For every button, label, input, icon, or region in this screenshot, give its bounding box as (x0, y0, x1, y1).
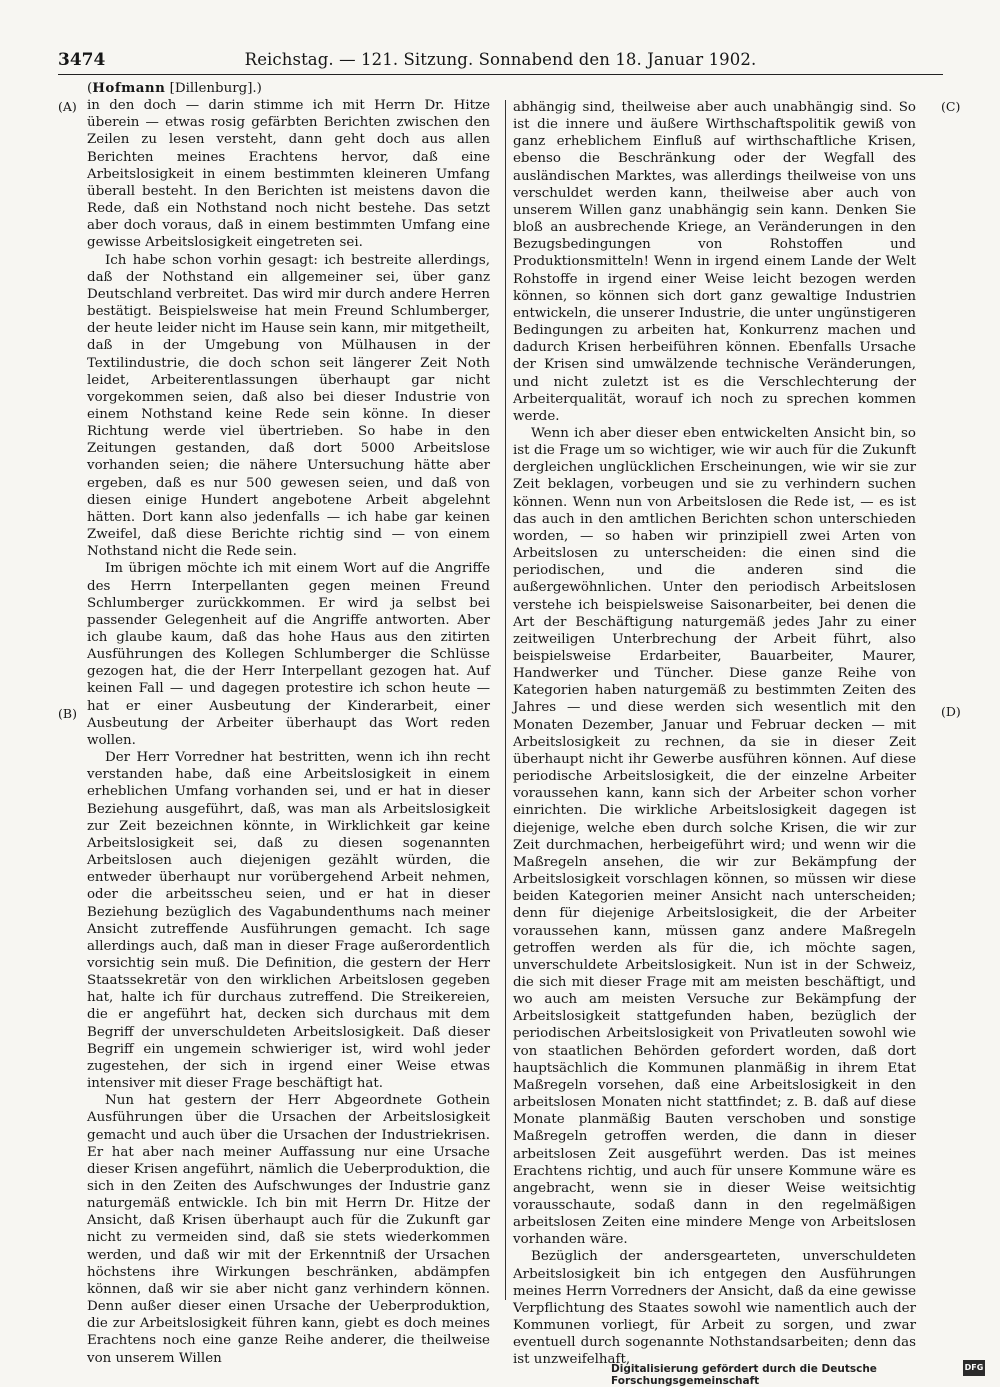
paragraph: Der Herr Vorredner hat bestritten, wenn ich ihn recht verstanden habe, daß eine Arbeitslosigkeit in einem erheblichen Umfang vorhanden sei, und er hat in dieser Beziehung ausgeführt, daß, was man als Arbeitslosigkeit zur Zeit bezeichnen könnte, in Wirklichkeit gar keine Arbeitslosigkeit sei, daß zu diesen sogenannten Arbeitslosen auch diejenigen gezählt würden, die entweder überhaupt nur vorübergehend Arbeit nehmen, oder die arbeitsscheu seien, und er hat in dieser Beziehung bezüglich des Vagabundenthums nach meiner Ansicht zutreffende Ausführungen gemacht. Ich sage allerdings auch, daß man in dieser Frage außerordentlich vorsichtig sein muß. Die Definition, die gestern der Herr Staatssekretär von den wirklichen Arbeitslosen gegeben hat, halte ich für durchaus zutreffend. Die Streikereien, die er angeführt hat, decken sich durchaus mit dem Begriff der unverschuldeten Arbeitslosigkeit. Daß dieser Begriff ein ungemein schwieriger ist, wird wohl jeder zugestehen, der sich in irgend einer Weise etwas intensiver mit dieser Frage beschäftigt hat. (87, 750, 490, 1092)
paragraph: abhängig sind, theilweise aber auch unabhängig sind. So ist die innere und äußere Wirthschaftspolitik gewiß von ganz erheblichem Einfluß auf wirthschaftliche Krisen, ebenso die Beschränkung oder der Wegfall des ausländischen Marktes, was allerdings theilweise von uns verschuldet werden kann, theilweise aber auch von unserem Willen ganz unabhängig sein kann. Denken Sie bloß an ausbrechende Kriege, an Veränderungen in den Bezugsbedingungen von Rohstoffen und Produktionsmitteln! Wenn in irgend einem Lande der Welt Rohstoffe in irgend einer Weise leicht bezogen werden können, so können sich dort ganz gewaltige Industrien entwickeln, die unserer Industrie, die unter ungünstigeren Bedingungen zu arbeiten hat, Konkurrenz machen und dadurch Krisen herbeiführen können. Ebenfalls Ursache der Krisen sind umwälzende technische Veränderungen, und nicht zuletzt ist es die Verschlechterung der Arbeiterqualität, worauf ich noch zu sprechen kommen werde. (513, 100, 916, 424)
header-rule (58, 74, 943, 75)
running-head: Reichstag. — 121. Sitzung. Sonnabend den 18. Januar 1902. (244, 50, 757, 69)
paragraph: Wenn ich aber dieser eben entwickelten Ansicht bin, so ist die Frage um so wichtiger, wie wir auch für die Zukunft dergleichen unglücklichen Erscheinungen, wie wir sie zur Zeit beklagen, vorbeugen und sie zu verhindern suchen können. Wenn nun von Arbeitslosen die Rede ist, — es ist das auch in den amtlichen Berichten schon unterschieden worden, — so haben wir prinzipiell zwei Arten von Arbeitslosen zu unterscheiden: die einen sind die periodischen, und die anderen sind die außergewöhnlichen. Unter den periodisch Arbeitslosen verstehe ich beispielsweise Saisonarbeiter, bei denen die Art der Beschäftigung naturgemäß jedes Jahr zu einer zeitweiligen Unterbrechung der Arbeit führt, also beispielsweise Erdarbeiter, Bauarbeiter, Maurer, Handwerker und Tüncher. Diese ganze Reihe von Kategorien haben naturgemäß zu bestimmten Zeiten des Jahres — und diese werden sich wesentlich mit den Monaten Dezember, Januar und Februar decken — mit Arbeitslosigkeit zu rechnen, da sie in dieser Zeit überhaupt nicht ihr Gewerbe ausführen können. Auf diese periodische Arbeitslosigkeit, die der einzelne Arbeiter voraussehen kann, kann sich der Arbeiter schon vorher einrichten. Die wirkliche Arbeitslosigkeit dagegen ist diejenige, welche eben durch solche Krisen, die wir zur Zeit durchmachen, herbeigeführt wird; und wenn wir die Maßregeln ansehen, die wir zur Bekämpfung der Arbeitslosigkeit vorschlagen können, so müssen wir diese beiden Kategorien meiner Ansicht nach unterscheiden; denn für diejenige Arbeitslosigkeit, die der Arbeiter voraussehen kann, müssen ganz andere Maßregeln getroffen werden als für die, ich möchte sagen, unverschuldete Arbeitslosigkeit. Nun ist in der Schweiz, die sich mit dieser Frage mit am meisten beschäftigt, und wo auch am meisten Versuche zur Bekämpfung der Arbeitslosigkeit stattgefunden haben, bezüglich der periodischen Arbeitslosigkeit von Privatleuten sowohl wie von staatlichen Behörden gefordert worden, daß dort hauptsächlich die Kommunen planmäßig in ihrem Etat Maßregeln vorsehen, daß eine Arbeitslosigkeit in den arbeitslosen Monaten nicht stattfindet; z. B. daß auf diese Monate planmäßig Bauten verschoben und sonstige Maßregeln getroffen werden, die dann in dieser arbeitslosen Zeit ausgeführt werden. Das ist meines Erachtens richtig, und auch für unsere Kommune wäre es angebracht, wenn sie in dieser Weise weitsichtig vorausschaute, sodaß dann in den regelmäßigen arbeitslosen Zeiten eine mindere Menge von Arbeitslosen vorhanden wäre. (513, 425, 916, 1248)
column-divider (505, 100, 506, 1300)
speaker-place: [Dillenburg].) (165, 81, 262, 96)
right-column (513, 99, 916, 1369)
page-header (58, 50, 943, 72)
speaker-label (87, 80, 490, 97)
paragraph: Bezüglich der andersgearteten, unverschuldeten Arbeitslosigkeit bin ich entgegen den Ausführungen meines Herrn Vorredners der Ansicht, daß da eine gewisse Verpflichtung des Staates sowohl wie namentlich auch der Kommunen vorliegt, für Arbeit zu sorgen, und zwar eventuell durch sogenannte Nothstandsarbeiten; denn das ist unzweifelhaft, (513, 1249, 916, 1368)
paragraph: Im übrigen möchte ich mit einem Wort auf die Angriffe des Herrn Interpellanten gegen meinen Freund Schlumberger zurückkommen. Er wird ja selbst bei passender Gelegenheit auf die Angriffe antworten. Aber ich glaube kaum, daß das hohe Haus aus den zitirten Ausführungen des Kollegen Schlumberger die Schlüsse gezogen hat, die der Herr Interpellant gezogen hat. Auf keinen Fall — und dagegen protestire ich schon heute — hat er einer Ausbeutung der Kinderarbeit, einer Ausbeutung der Arbeiter überhaupt das Wort reden wollen. (87, 561, 490, 748)
paragraph: Nun hat gestern der Herr Abgeordnete Gothein Ausführungen über die Ursachen der Arbeitslosigkeit gemacht und auch über die Ursachen der Industriekrisen. Er hat aber nach meiner Auffassung nur eine Ursache dieser Krisen angeführt, nämlich die Ueberproduktion, die sich in den Zeiten des Aufschwunges der Industrie ganz naturgemäß entwickle. Ich bin mit Herrn Dr. Hitze der Ansicht, daß Krisen überhaupt auch für die Zukunft gar nicht zu vermeiden sind, daß sie stets wiederkommen werden, und daß wir mit der Erkenntniß der Ursachen höchstens ihre Wirkungen beschränken, abdämpfen können, daß wir sie aber nicht ganz verhindern können. Denn außer dieser einen Ursache der Ueberproduktion, die zur Arbeitslosigkeit führen kann, giebt es doch meines Erachtens noch eine ganze Reihe anderer, die theilweise von unserem Willen (87, 1093, 490, 1366)
paragraph: Ich habe schon vorhin gesagt: ich bestreite allerdings, daß der Nothstand ein allgemeiner sei, über ganz Deutschland verbreitet. Das wird mir durch andere Herren bestätigt. Beispielsweise hat mein Freund Schlumberger, der heute leider nicht im Hause sein kann, mir mitgetheilt, daß in der Umgebung von Mülhausen in der Textilindustrie, die doch schon seit längerer Zeit Noth leidet, Arbeiterentlassungen überhaupt gar nicht vorgekommen seien, daß also bei dieser Industrie von einem Nothstand keine Rede sein könne. In dieser Richtung werde viel übertrieben. So habe in den Zeitungen gestanden, daß dort 5000 Arbeitslose vorhanden seien; die nähere Untersuchung hätte aber ergeben, daß es nur 500 gewesen seien, und daß von diesen einige Hundert angebotene Arbeit abgelehnt hätten. Dort kann also jedenfalls — ich habe gar keinen Zweifel, daß diese Berichte richtig sind — von einem Nothstand nicht die Rede sein. (87, 252, 490, 560)
dfg-logo: DFG (963, 1360, 985, 1376)
digitization-note: Digitalisierung gefördert durch die Deutsche Forschungsgemeinschaft (611, 1363, 877, 1387)
left-column (87, 80, 490, 1367)
margin-marker-a: (A) (58, 99, 77, 114)
speaker-open-paren: ( (87, 81, 93, 96)
paragraph: in den doch — darin stimme ich mit Herrn Dr. Hitze überein — etwas rosig gefärbten Berichten zwischen den Zeilen zu lesen versteht, dann geht doch aus allen Berichten meines Erachtens hervor, daß eine Arbeitslosigkeit in einem bestimmten kleineren Umfang überall besteht. In den Berichten ist meistens davon die Rede, daß ein Nothstand noch nicht bestehe. Das setzt aber doch voraus, daß in einem bestimmten Umfang eine gewisse Arbeitslosigkeit eingetreten sei. (87, 98, 490, 251)
margin-marker-c: (C) (941, 99, 961, 114)
margin-marker-d: (D) (941, 704, 961, 719)
page-number: 3474 (58, 50, 106, 70)
speaker-name: Hofmann (92, 80, 166, 96)
margin-marker-b: (B) (58, 706, 77, 721)
